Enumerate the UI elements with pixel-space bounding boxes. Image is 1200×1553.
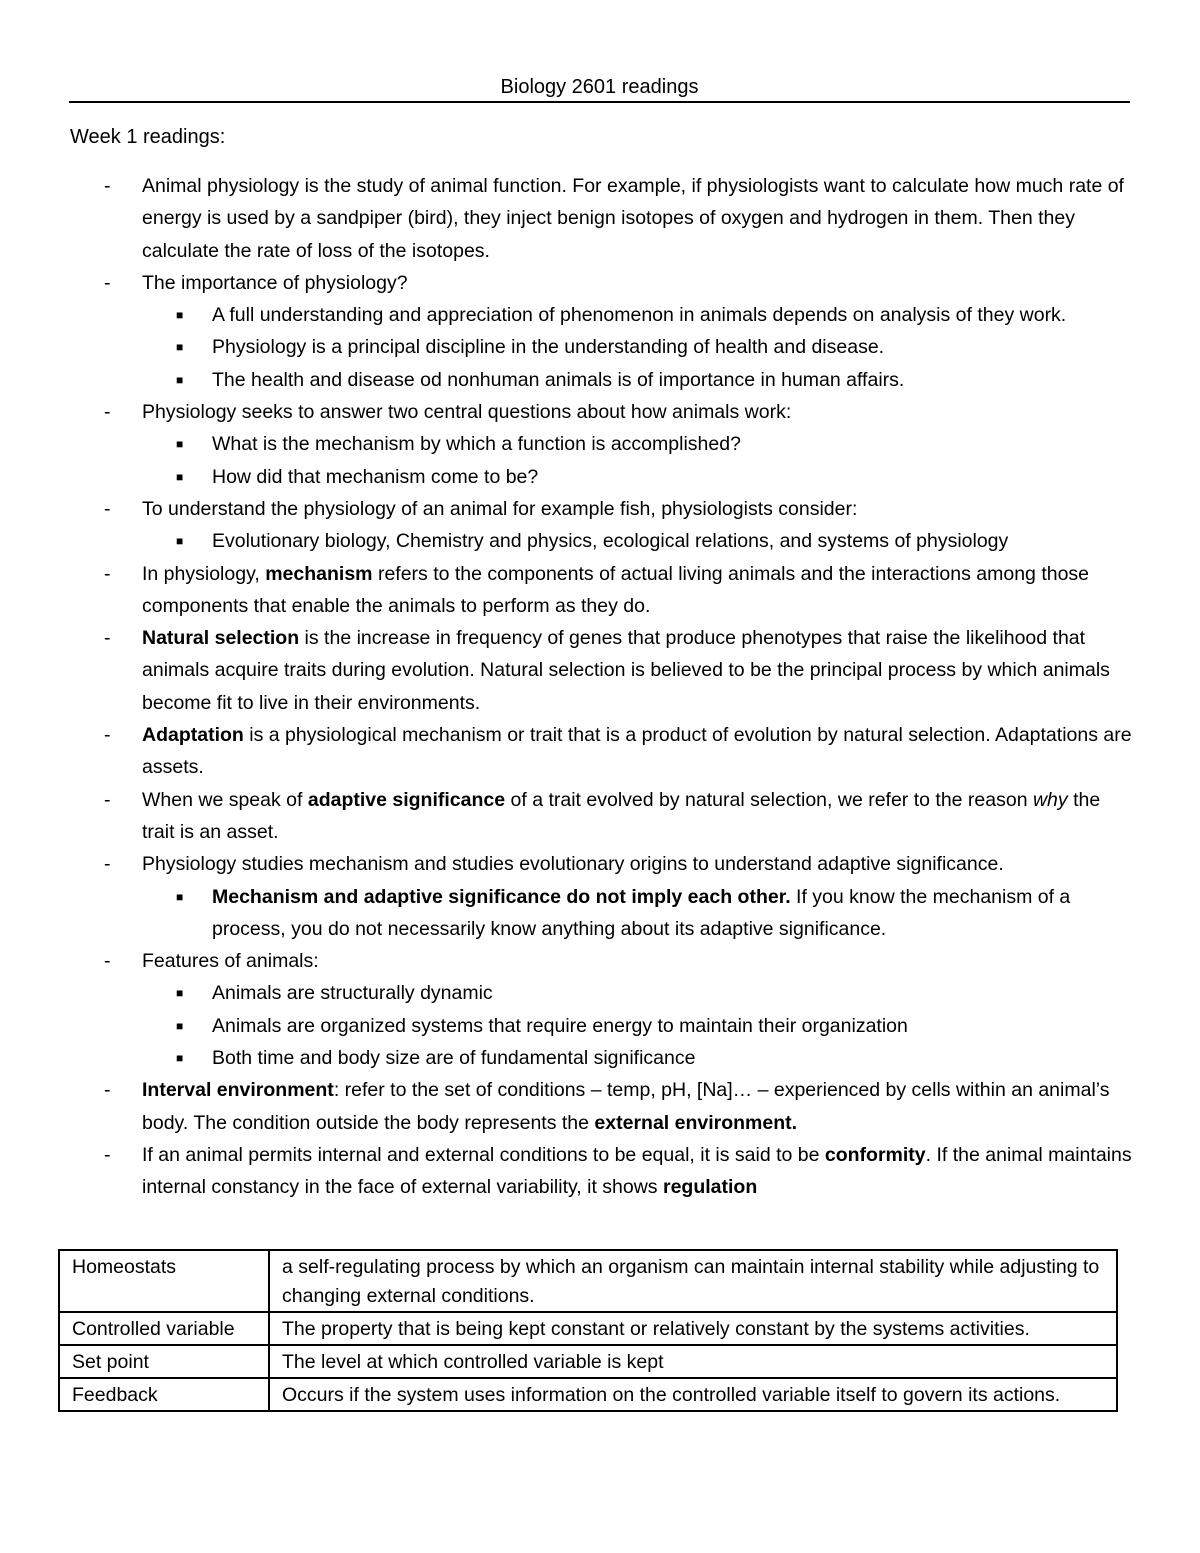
dash-marker: - bbox=[104, 175, 111, 197]
sub-bullet-text: Evolutionary biology, Chemistry and physics, ecological relations, and systems of physiology bbox=[212, 530, 1009, 553]
dash-marker: - bbox=[104, 1143, 111, 1166]
bullet-importance bbox=[0, 267, 1132, 299]
square-bullet-icon: ■ bbox=[176, 372, 184, 387]
sub-bullet bbox=[0, 428, 1132, 460]
square-bullet-icon: ■ bbox=[176, 986, 184, 1001]
table-row bbox=[59, 1312, 1117, 1345]
square-bullet-icon: ■ bbox=[176, 534, 184, 549]
sub-bullet-text: The health and disease od nonhuman animals is of importance in human affairs. bbox=[212, 368, 905, 391]
bullet-text-pre: If an animal permits internal and external conditions to be equal, it is said to be bbox=[142, 1143, 825, 1166]
sub-bullet bbox=[0, 881, 1132, 946]
square-bullet-icon: ■ bbox=[176, 469, 184, 484]
dash-marker: - bbox=[104, 497, 111, 520]
bullet-text-post: the trait is an asset. bbox=[142, 788, 1101, 843]
bullet-text: Features of animals: bbox=[142, 950, 319, 973]
sub-bullet bbox=[0, 1042, 1132, 1074]
bullet-conformity-regulation bbox=[0, 1139, 1132, 1204]
bullet-understand-physiology bbox=[0, 493, 1132, 525]
sub-bullet bbox=[0, 364, 1132, 396]
bullet-physiology-studies bbox=[0, 848, 1132, 880]
dash-marker: - bbox=[104, 627, 111, 650]
bullet-text-mid: . If the animal maintains internal constancy in the face of external variability, it shows bbox=[142, 1143, 1132, 1199]
square-bullet-icon: ■ bbox=[176, 308, 184, 323]
dash-marker: - bbox=[104, 562, 111, 585]
week-heading: Week 1 readings: bbox=[70, 126, 226, 148]
dash-marker: - bbox=[104, 271, 111, 294]
bullet-text-mid: of a trait evolved by natural selection, we refer to the reason bbox=[505, 788, 1033, 811]
bullet-animal-physiology bbox=[0, 170, 1132, 267]
square-bullet-icon: ■ bbox=[176, 437, 184, 452]
dash-marker: - bbox=[104, 1079, 111, 1102]
term-mechanism: mechanism bbox=[265, 562, 373, 585]
bullet-text: The importance of physiology? bbox=[142, 271, 408, 294]
table-row bbox=[59, 1378, 1117, 1411]
sub-bullet-text: Animals are organized systems that require energy to maintain their organization bbox=[212, 1014, 908, 1037]
dash-marker: - bbox=[104, 724, 111, 747]
sub-bullet bbox=[0, 977, 1132, 1009]
bullet-text: To understand the physiology of an animal for example fish, physiologists consider: bbox=[142, 497, 858, 520]
bullet-interval-environment bbox=[0, 1074, 1132, 1139]
emphasis-why: why bbox=[1032, 788, 1068, 811]
sub-bullet bbox=[0, 331, 1132, 363]
bullet-text-mid: : refer to the set of conditions – temp, pH, [Na]… – experienced by cells within an animal’s body. The condition outside the body represents the bbox=[142, 1079, 1110, 1134]
sub-bullet-bold: Mechanism and adaptive significance do not imply each other. bbox=[212, 885, 791, 908]
sub-bullet-text: What is the mechanism by which a function is accomplished? bbox=[212, 433, 741, 456]
bullet-text: Animal physiology is the study of animal function. For example, if physiologists want to calculate how much rate of energy is used by a sandpiper (bird), they inject benign isotopes of oxygen and hydrogen in them. Then they calculate the rate of loss of the isotopes. bbox=[142, 175, 1124, 262]
table-row bbox=[59, 1345, 1117, 1378]
sub-bullet-text: Physiology is a principal discipline in the understanding of health and disease. bbox=[212, 336, 885, 359]
bullet-natural-selection bbox=[0, 622, 1132, 719]
bullet-central-questions bbox=[0, 396, 1132, 428]
square-bullet-icon: ■ bbox=[176, 340, 184, 355]
bullet-features bbox=[0, 945, 1132, 977]
term-natural-selection: Natural selection bbox=[142, 627, 300, 650]
sub-bullet-text: Both time and body size are of fundamental significance bbox=[212, 1047, 696, 1070]
sub-bullet-text: If you know the mechanism of a process, you do not necessarily know anything about its adaptive significance. bbox=[212, 885, 1071, 940]
bullet-text-post: refers to the components of actual living animals and the interactions among those components that enable the animals to perform as they do. bbox=[142, 562, 1090, 617]
term-cell: Homeostats bbox=[59, 1250, 269, 1312]
bullet-adaptive-significance bbox=[0, 784, 1132, 849]
page-title: Biology 2601 readings bbox=[500, 76, 699, 98]
square-bullet-icon: ■ bbox=[176, 1051, 184, 1066]
definition-cell: a self-regulating process by which an organism can maintain internal stability while adjusting to changing external conditions. bbox=[269, 1250, 1117, 1312]
table-row bbox=[59, 1250, 1117, 1312]
sub-bullet-text: How did that mechanism come to be? bbox=[212, 465, 539, 488]
definitions-table bbox=[58, 1249, 1118, 1412]
bullet-text-post: is a physiological mechanism or trait that is a product of evolution by natural selection. Adaptations are assets. bbox=[142, 724, 1132, 779]
bullet-text: Physiology seeks to answer two central questions about how animals work: bbox=[142, 401, 792, 424]
term-cell: Controlled variable bbox=[59, 1312, 269, 1345]
definition-cell: The property that is being kept constant or relatively constant by the systems activities. bbox=[269, 1312, 1117, 1345]
term-regulation: regulation bbox=[662, 1176, 758, 1199]
term-external-environment: external environment. bbox=[594, 1111, 798, 1134]
definition-cell: The level at which controlled variable is kept bbox=[269, 1345, 1117, 1378]
term-cell: Feedback bbox=[59, 1378, 269, 1411]
dash-marker: - bbox=[104, 401, 111, 424]
term-cell: Set point bbox=[59, 1345, 269, 1378]
sub-bullet bbox=[0, 1010, 1132, 1042]
square-bullet-icon: ■ bbox=[176, 889, 184, 904]
bullet-text-post: is the increase in frequency of genes that produce phenotypes that raise the likelihood that animals acquire traits during evolution. Natural selection is believed to be the principal process by which animals become fit to live in their environments. bbox=[142, 627, 1110, 714]
reading-notes bbox=[0, 170, 1200, 1204]
definition-cell: Occurs if the system uses information on the controlled variable itself to govern its actions. bbox=[269, 1378, 1117, 1411]
term-interval-environment: Interval environment bbox=[142, 1079, 334, 1102]
term-conformity: conformity bbox=[824, 1143, 926, 1166]
dash-marker: - bbox=[104, 853, 111, 876]
bullet-text-pre: In physiology, bbox=[142, 562, 266, 585]
dash-marker: - bbox=[104, 788, 111, 811]
sub-bullet-text: Animals are structurally dynamic bbox=[212, 982, 493, 1005]
sub-bullet bbox=[0, 525, 1132, 557]
sub-bullet bbox=[0, 299, 1132, 331]
bullet-adaptation bbox=[0, 719, 1132, 784]
bullet-text-pre: When we speak of bbox=[142, 788, 308, 811]
title-divider bbox=[69, 101, 1130, 103]
term-adaptive-significance: adaptive significance bbox=[307, 788, 506, 811]
bullet-mechanism bbox=[0, 558, 1132, 623]
sub-bullet-text: A full understanding and appreciation of phenomenon in animals depends on analysis of they work. bbox=[212, 304, 1067, 327]
square-bullet-icon: ■ bbox=[176, 1018, 184, 1033]
dash-marker: - bbox=[104, 950, 111, 973]
term-adaptation: Adaptation bbox=[142, 724, 244, 747]
bullet-text: Physiology studies mechanism and studies evolutionary origins to understand adaptive significance. bbox=[142, 853, 1004, 876]
sub-bullet bbox=[0, 461, 1132, 493]
